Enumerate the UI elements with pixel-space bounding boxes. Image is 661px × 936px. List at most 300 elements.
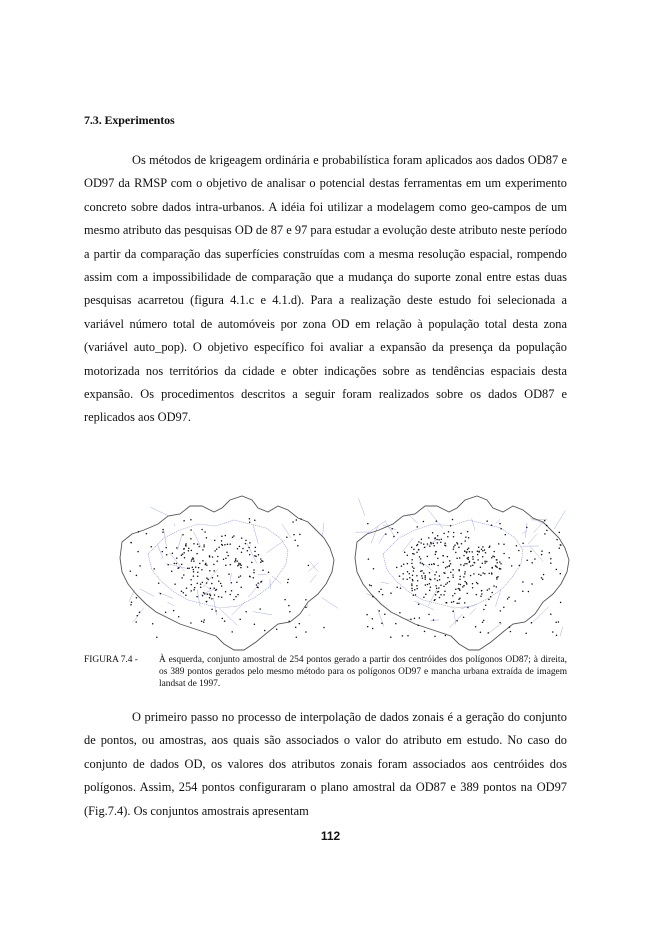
sample-point	[503, 544, 505, 546]
sample-point	[485, 605, 487, 607]
sample-point	[411, 588, 413, 590]
sample-point	[412, 553, 414, 555]
sample-point	[212, 556, 214, 558]
sample-point	[214, 594, 216, 596]
sample-point	[400, 587, 402, 589]
sample-point	[477, 559, 479, 561]
sample-point	[464, 563, 466, 565]
sample-point	[549, 552, 551, 554]
sample-point	[416, 526, 418, 528]
sample-point	[197, 571, 199, 573]
sample-point	[214, 540, 216, 542]
sample-point	[190, 622, 192, 624]
zone-boundary	[495, 589, 501, 606]
sample-point	[484, 573, 486, 575]
sample-point	[480, 574, 482, 576]
sample-point	[390, 592, 392, 594]
sample-point	[206, 537, 208, 539]
sample-point	[262, 561, 264, 563]
zone-boundary	[379, 533, 386, 544]
sample-point	[525, 633, 527, 635]
zone-boundary	[419, 560, 434, 572]
sample-point	[190, 538, 192, 540]
sample-point	[481, 549, 483, 551]
zone-boundary	[129, 590, 135, 602]
sample-point	[478, 547, 480, 549]
section-heading: 7.3. Experimentos	[84, 113, 175, 127]
sample-point	[519, 565, 521, 567]
sample-point	[483, 609, 485, 611]
sample-point	[248, 547, 250, 549]
sample-point	[436, 571, 438, 573]
sample-point	[495, 565, 497, 567]
sample-point	[206, 564, 208, 566]
sample-point	[423, 572, 425, 574]
sample-point	[202, 560, 204, 562]
sample-point	[559, 547, 561, 549]
sample-point	[224, 620, 226, 622]
sample-point	[391, 528, 393, 530]
sample-point	[137, 551, 139, 553]
sample-point	[452, 595, 454, 597]
sample-point	[470, 575, 472, 577]
sample-point	[478, 551, 480, 553]
sample-point	[558, 621, 560, 623]
sample-point	[445, 583, 447, 585]
sample-point	[403, 564, 405, 566]
sample-point	[464, 550, 466, 552]
zone-boundary	[194, 532, 202, 548]
sample-point	[508, 597, 510, 599]
sample-point	[453, 548, 455, 550]
sample-point	[425, 593, 427, 595]
sample-point	[225, 535, 227, 537]
sample-point	[233, 535, 235, 537]
sample-point	[528, 591, 530, 593]
zone-boundary	[267, 540, 285, 553]
sample-point	[507, 598, 509, 600]
sample-point	[486, 520, 488, 522]
sample-point	[412, 575, 414, 577]
sample-point	[413, 570, 415, 572]
sample-point	[466, 593, 468, 595]
sample-point	[424, 547, 426, 549]
sample-point	[188, 548, 190, 550]
sample-point	[193, 558, 195, 560]
sample-point	[448, 531, 450, 533]
sample-point	[434, 578, 436, 580]
sample-point	[436, 520, 438, 522]
sample-point	[437, 580, 439, 582]
sample-point	[413, 549, 415, 551]
urban-patch	[148, 520, 288, 608]
sample-point	[450, 571, 452, 573]
sample-point	[183, 552, 185, 554]
sample-point	[466, 583, 468, 585]
sample-point	[385, 533, 387, 535]
sample-point	[510, 631, 512, 633]
sample-point	[212, 577, 214, 579]
sample-point	[472, 583, 474, 585]
sample-point	[435, 554, 437, 556]
sample-point	[229, 543, 231, 545]
sample-point	[245, 540, 247, 542]
sample-point	[296, 637, 298, 639]
sample-point	[500, 528, 502, 530]
sample-point	[193, 571, 195, 573]
sample-point	[414, 618, 416, 620]
sample-point	[162, 529, 164, 531]
sample-point	[200, 587, 202, 589]
zone-boundary	[367, 521, 386, 534]
sample-point	[247, 566, 249, 568]
sample-point	[234, 561, 236, 563]
sample-point	[456, 620, 458, 622]
sample-point	[130, 570, 132, 572]
sample-point	[447, 577, 449, 579]
sample-point	[482, 546, 484, 548]
sample-point	[423, 521, 425, 523]
sample-point	[166, 554, 168, 556]
sample-point	[181, 591, 183, 593]
zone-boundary	[167, 602, 174, 606]
sample-point	[526, 527, 528, 529]
sample-point	[471, 551, 473, 553]
sample-point	[202, 549, 204, 551]
sample-point	[418, 541, 420, 543]
sample-point	[233, 599, 235, 601]
sample-point	[423, 564, 425, 566]
sample-point	[245, 543, 247, 545]
sample-point	[131, 601, 133, 603]
zone-boundary	[461, 604, 477, 608]
sample-point	[435, 585, 437, 587]
sample-point	[237, 548, 239, 550]
figure-caption	[84, 654, 567, 690]
sample-point	[482, 622, 484, 624]
sample-point	[454, 544, 456, 546]
sample-point	[183, 520, 185, 522]
sample-point	[201, 569, 203, 571]
sample-point	[412, 580, 414, 582]
sample-point	[185, 595, 187, 597]
sample-point	[472, 587, 474, 589]
sample-point	[136, 575, 138, 577]
zone-boundary	[560, 627, 563, 637]
sample-point	[381, 622, 383, 624]
sample-point	[201, 529, 203, 531]
sample-point	[221, 535, 223, 537]
zone-boundary	[381, 582, 389, 584]
sample-point	[176, 563, 178, 565]
sample-point	[531, 622, 533, 624]
sample-point	[249, 554, 251, 556]
sample-point	[437, 535, 439, 537]
zone-boundary	[488, 623, 503, 634]
sample-point	[195, 566, 197, 568]
sample-point	[209, 556, 211, 558]
sample-point	[459, 576, 461, 578]
sample-point	[430, 543, 432, 545]
sample-point	[430, 542, 432, 544]
sample-point	[522, 590, 524, 592]
sample-point	[417, 544, 419, 546]
sample-point	[458, 599, 460, 601]
sample-point	[530, 551, 532, 553]
sample-point	[207, 579, 209, 581]
sample-point	[138, 531, 140, 533]
sample-point	[444, 542, 446, 544]
sample-point	[192, 566, 194, 568]
zone-boundary	[253, 612, 272, 615]
sample-point	[483, 620, 485, 622]
sample-point	[447, 536, 449, 538]
sample-point	[473, 573, 475, 575]
sample-point	[368, 558, 370, 560]
sample-point	[384, 614, 386, 616]
sample-point	[429, 583, 431, 585]
sample-point	[413, 567, 415, 569]
sample-point	[544, 520, 546, 522]
zone-boundary	[170, 553, 185, 572]
sample-point	[472, 556, 474, 558]
sample-point	[222, 544, 224, 546]
sample-point	[423, 543, 425, 545]
sample-point	[308, 565, 310, 567]
sample-point	[221, 585, 223, 587]
sample-point	[393, 536, 395, 538]
sample-point	[458, 583, 460, 585]
sample-point	[509, 626, 511, 628]
sample-point	[435, 594, 437, 596]
sample-point	[556, 635, 558, 637]
sample-point	[176, 547, 178, 549]
sample-point	[462, 586, 464, 588]
sample-point	[153, 568, 155, 570]
sample-point	[409, 577, 411, 579]
sample-point	[245, 611, 247, 613]
sample-point	[458, 588, 460, 590]
sample-point	[422, 577, 424, 579]
sample-point	[441, 539, 443, 541]
sample-point	[205, 564, 207, 566]
sample-point	[305, 599, 307, 601]
sample-point	[420, 558, 422, 560]
sample-point	[429, 572, 431, 574]
sample-point	[421, 575, 423, 577]
sample-point	[209, 570, 211, 572]
sample-point	[236, 581, 238, 583]
sample-point	[481, 590, 483, 592]
zone-boundary	[528, 534, 537, 544]
sample-point	[452, 519, 454, 521]
sample-point	[181, 577, 183, 579]
sample-point	[231, 582, 233, 584]
sample-point	[439, 575, 441, 577]
sample-point	[433, 545, 435, 547]
sample-point	[484, 549, 486, 551]
sample-point	[497, 576, 499, 578]
zone-boundary	[522, 531, 527, 534]
sample-point	[399, 575, 401, 577]
sample-point	[238, 576, 240, 578]
sample-point	[165, 611, 167, 613]
sample-point	[217, 575, 219, 577]
sample-point	[463, 555, 465, 557]
sample-point	[197, 582, 199, 584]
sample-point	[369, 584, 371, 586]
sample-point	[260, 558, 262, 560]
sample-point	[440, 542, 442, 544]
sample-point	[216, 589, 218, 591]
sample-point	[436, 587, 438, 589]
sample-point	[139, 611, 141, 613]
sample-point	[130, 542, 132, 544]
sample-point	[171, 570, 173, 572]
sample-point	[228, 573, 230, 575]
sample-point	[225, 558, 227, 560]
sample-point	[503, 607, 505, 609]
sample-point	[323, 627, 325, 629]
sample-point	[256, 584, 258, 586]
sample-point	[286, 537, 288, 539]
sample-point	[438, 587, 440, 589]
sample-point	[249, 521, 251, 523]
sample-point	[438, 591, 440, 593]
sample-point	[240, 575, 242, 577]
sample-point	[174, 563, 176, 565]
sample-point	[135, 621, 137, 623]
sample-point	[238, 564, 240, 566]
sample-point	[446, 602, 448, 604]
sample-point	[541, 577, 543, 579]
sample-point	[218, 580, 220, 582]
sample-point	[198, 567, 200, 569]
sample-point	[211, 598, 213, 600]
sample-point	[550, 558, 552, 560]
sample-point	[204, 531, 206, 533]
sample-point	[434, 537, 436, 539]
sample-point	[259, 608, 261, 610]
sample-point	[482, 563, 484, 565]
zone-boundary	[450, 614, 463, 627]
sample-point	[461, 543, 463, 545]
sample-point	[239, 546, 241, 548]
sample-point	[190, 579, 192, 581]
sample-point	[407, 563, 409, 565]
sample-point	[419, 556, 421, 558]
sample-point	[499, 523, 501, 525]
sample-point	[430, 586, 432, 588]
zone-boundary	[307, 604, 308, 608]
sample-point	[463, 576, 465, 578]
sample-point	[445, 635, 447, 637]
sample-point	[449, 560, 451, 562]
sample-point	[424, 576, 426, 578]
sample-point	[452, 574, 454, 576]
sample-point	[238, 563, 240, 565]
sample-point	[451, 602, 453, 604]
sample-point	[218, 546, 220, 548]
sample-point	[240, 563, 242, 565]
sample-point	[477, 583, 479, 585]
sample-point	[225, 591, 227, 593]
sample-point	[416, 575, 418, 577]
sample-point	[505, 534, 507, 536]
sample-point	[231, 590, 233, 592]
sample-point	[287, 582, 289, 584]
sample-point	[249, 542, 251, 544]
sample-point	[216, 548, 218, 550]
sample-point	[220, 583, 222, 585]
sample-point	[191, 584, 193, 586]
sample-point	[268, 571, 270, 573]
sample-point	[493, 551, 495, 553]
region-outline	[355, 496, 569, 650]
sample-point	[476, 582, 478, 584]
sample-point	[437, 558, 439, 560]
sample-point	[425, 584, 427, 586]
sample-point	[444, 573, 446, 575]
sample-point	[406, 578, 408, 580]
sample-point	[416, 585, 418, 587]
sample-point	[480, 632, 482, 634]
sample-point	[465, 536, 467, 538]
sample-point	[188, 550, 190, 552]
sample-point	[151, 546, 153, 548]
sample-point	[473, 562, 475, 564]
sample-point	[202, 582, 204, 584]
sample-point	[409, 573, 411, 575]
sample-point	[443, 594, 445, 596]
sample-point	[428, 537, 430, 539]
page-number: 112	[320, 829, 341, 843]
sample-point	[152, 623, 154, 625]
sample-point	[499, 561, 501, 563]
sample-point	[491, 592, 493, 594]
sample-point	[491, 557, 493, 559]
sample-point	[514, 600, 516, 602]
sample-point	[456, 603, 458, 605]
sample-point	[411, 547, 413, 549]
sample-point	[464, 540, 466, 542]
sample-point	[541, 550, 543, 552]
sample-point	[210, 587, 212, 589]
sample-point	[560, 544, 562, 546]
sample-point	[213, 587, 215, 589]
sample-point	[178, 616, 180, 618]
sample-point	[433, 563, 435, 565]
sample-point	[482, 572, 484, 574]
sample-point	[429, 545, 431, 547]
sample-point	[299, 534, 301, 536]
sample-point	[472, 558, 474, 560]
sample-point	[443, 533, 445, 535]
sample-point	[450, 525, 452, 527]
sample-point	[463, 565, 465, 567]
sample-point	[305, 631, 307, 633]
sample-point	[440, 594, 442, 596]
sample-point	[460, 533, 462, 535]
sample-point	[416, 588, 418, 590]
sample-point	[198, 546, 200, 548]
sample-point	[472, 564, 474, 566]
sample-point	[480, 567, 482, 569]
sample-point	[297, 545, 299, 547]
sample-point	[240, 567, 242, 569]
sample-point	[292, 521, 294, 523]
sample-point	[395, 623, 397, 625]
